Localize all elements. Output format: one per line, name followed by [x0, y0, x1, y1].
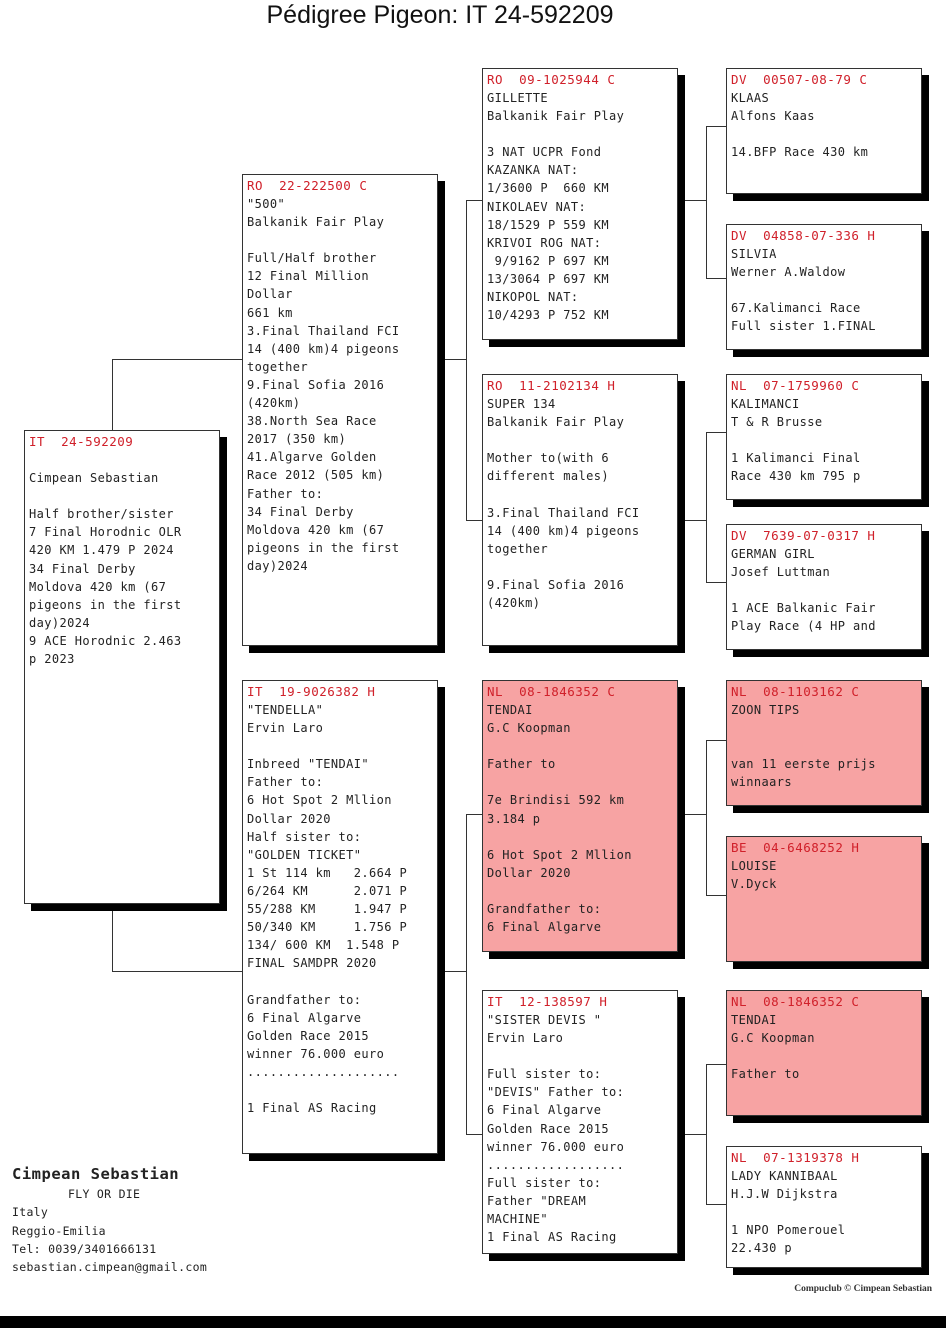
owner-name: Cimpean Sebastian	[12, 1165, 180, 1183]
connector-line	[466, 814, 482, 815]
pigeon-info: "TENDELLA" Ervin Laro Inbreed "TENDAI" Father to: 6 Hot Spot 2 Mllion Dollar 2020 Half sister to: "GOLDEN TICKET" 1 St 114 km 2.664 P 6/264 KM 2.071 P 55/288 KM 1.947 P 50/340 KM 1.756 P 134/ 600 KM 1.548 P FINAL SAMDPR 2020 Grandfather to: 6 Final Algarve Golden Race 2015 winner 76.000 euro .................... 1 Final AS Racing	[247, 703, 408, 1116]
connector-line	[676, 200, 706, 201]
sire-sire-dam-card	[726, 224, 922, 350]
pigeon-info: ZOON TIPS van 11 eerste prijs winnaars	[731, 703, 876, 790]
pigeon-info: "500" Balkanik Fair Play Full/Half brother 12 Final Million Dollar 661 km 3.Final Thailand FCI 14 (400 km)4 pigeons together 9.Final Sofia 2016 (420km) 38.North Sea Race 2017 (350 km) 41.Algarve Golden Race 2012 (505 km) Father to: 34 Final Derby Moldova 420 km (67 pigeons in the first day)2024	[247, 197, 400, 573]
connector-line	[706, 740, 726, 741]
sire-sire-card	[482, 68, 678, 340]
dam-dam-sire-card	[726, 990, 922, 1116]
ring-number: DV 00507-08-79 C	[731, 72, 868, 87]
connector-line	[676, 814, 706, 815]
footer-credit: Compuclub © Cimpean Sebastian	[794, 1284, 932, 1294]
dam-sire-card	[482, 680, 678, 952]
connector-line	[436, 971, 466, 972]
ring-number: DV 7639-07-0317 H	[731, 528, 876, 543]
pigeon-info: KLAAS Alfons Kaas 14.BFP Race 430 km	[731, 91, 869, 160]
dam-dam-dam-card	[726, 1146, 922, 1268]
connector-line	[676, 520, 706, 521]
connector-line	[676, 1134, 706, 1135]
dam-card	[242, 680, 438, 1154]
pigeon-info: SILVIA Werner A.Waldow 67.Kalimanci Race Full sister 1.FINAL	[731, 247, 876, 334]
owner-contact-block	[12, 1163, 252, 1276]
dam-sire-sire-card	[726, 680, 922, 806]
owner-country: Italy	[12, 1205, 49, 1220]
pigeon-info: TENDAI G.C Koopman Father to	[731, 1013, 815, 1082]
connector-line	[706, 126, 707, 278]
subject-pigeon-card	[24, 430, 220, 904]
pigeon-info: GILLETTE Balkanik Fair Play 3 NAT UCPR Fond KAZANKA NAT: 1/3600 P 660 KM NIKOLAEV NAT: 18/1529 P 559 KM KRIVOI ROG NAT: 9/9162 P 697 KM 13/3064 P 697 KM NIKOPOL NAT: 10/4293 P 752 KM	[487, 91, 625, 323]
ring-number: RO 09-1025944 C	[487, 72, 616, 87]
connector-line	[436, 359, 466, 360]
connector-line	[466, 200, 467, 520]
bottom-bar	[0, 1316, 946, 1328]
connector-line	[706, 432, 726, 433]
owner-region: Reggio-Emilia	[12, 1223, 106, 1238]
connector-line	[466, 520, 482, 521]
pigeon-info: GERMAN GIRL Josef Luttman 1 ACE Balkanic Fair Play Race (4 HP and	[731, 547, 876, 634]
pigeon-info: Cimpean Sebastian Half brother/sister 7 Final Horodnic OLR 420 KM 1.479 P 2024 34 Final Derby Moldova 420 km (67 pigeons in the first day)2024 9 ACE Horodnic 2.463 p 2023	[29, 471, 182, 667]
ring-number: RO 22-222500 C	[247, 178, 368, 193]
connector-line	[706, 126, 726, 127]
connector-line	[706, 1204, 726, 1205]
connector-line	[706, 582, 726, 583]
connector-line	[466, 814, 467, 1134]
pigeon-info: TENDAI G.C Koopman Father to 7e Brindisi 592 km 3.184 p 6 Hot Spot 2 Mllion Dollar 2020 Grandfather to: 6 Final Algarve	[487, 703, 632, 935]
dam-sire-dam-card	[726, 836, 922, 962]
ring-number: NL 08-1103162 C	[731, 684, 860, 699]
sire-dam-dam-card	[726, 524, 922, 650]
pigeon-info: KALIMANCI T & R Brusse 1 Kalimanci Final Race 430 km 795 p	[731, 397, 861, 484]
page-title: Pédigree Pigeon: IT 24-592209	[266, 1, 614, 29]
owner-email: sebastian.cimpean@gmail.com	[12, 1260, 208, 1275]
ring-number: RO 11-2102134 H	[487, 378, 616, 393]
owner-phone: Tel: 0039/3401666131	[12, 1241, 157, 1256]
ring-number: NL 08-1846352 C	[731, 994, 860, 1009]
connector-line	[706, 432, 707, 582]
dam-dam-card	[482, 990, 678, 1254]
ring-number: IT 19-9026382 H	[247, 684, 376, 699]
owner-motto: FLY OR DIE	[68, 1187, 141, 1201]
connector-line	[466, 1134, 482, 1135]
pigeon-info: "SISTER DEVIS " Ervin Laro Full sister to: "DEVIS" Father to: 6 Final Algarve Golden Race 2015 winner 76.000 euro .................. Full sister to: Father "DREAM MACHINE" 1 Final AS Racing	[487, 1013, 625, 1245]
pigeon-info: LADY KANNIBAAL H.J.W Dijkstra 1 NPO Pomerouel 22.430 p	[731, 1169, 846, 1256]
connector-line	[112, 359, 242, 360]
sire-dam-sire-card	[726, 374, 922, 500]
connector-line	[706, 895, 726, 896]
pigeon-info: LOUISE V.Dyck	[731, 859, 777, 892]
connector-line	[112, 903, 113, 971]
ring-number: DV 04858-07-336 H	[731, 228, 876, 243]
sire-sire-sire-card	[726, 68, 922, 194]
connector-line	[112, 359, 113, 431]
connector-line	[706, 740, 707, 895]
pigeon-info: SUPER 134 Balkanik Fair Play Mother to(with 6 different males) 3.Final Thailand FCI 14 (400 km)4 pigeons together 9.Final Sofia 2016 (420km)	[487, 397, 640, 611]
ring-number: IT 12-138597 H	[487, 994, 608, 1009]
connector-line	[466, 200, 482, 201]
connector-line	[706, 1064, 707, 1204]
ring-number: NL 08-1846352 C	[487, 684, 616, 699]
ring-number: IT 24-592209	[29, 434, 134, 449]
connector-line	[706, 278, 726, 279]
ring-number: NL 07-1319378 H	[731, 1150, 860, 1165]
ring-number: NL 07-1759960 C	[731, 378, 860, 393]
connector-line	[112, 971, 242, 972]
sire-card	[242, 174, 438, 646]
ring-number: BE 04-6468252 H	[731, 840, 860, 855]
connector-line	[706, 1064, 726, 1065]
sire-dam-card	[482, 374, 678, 646]
